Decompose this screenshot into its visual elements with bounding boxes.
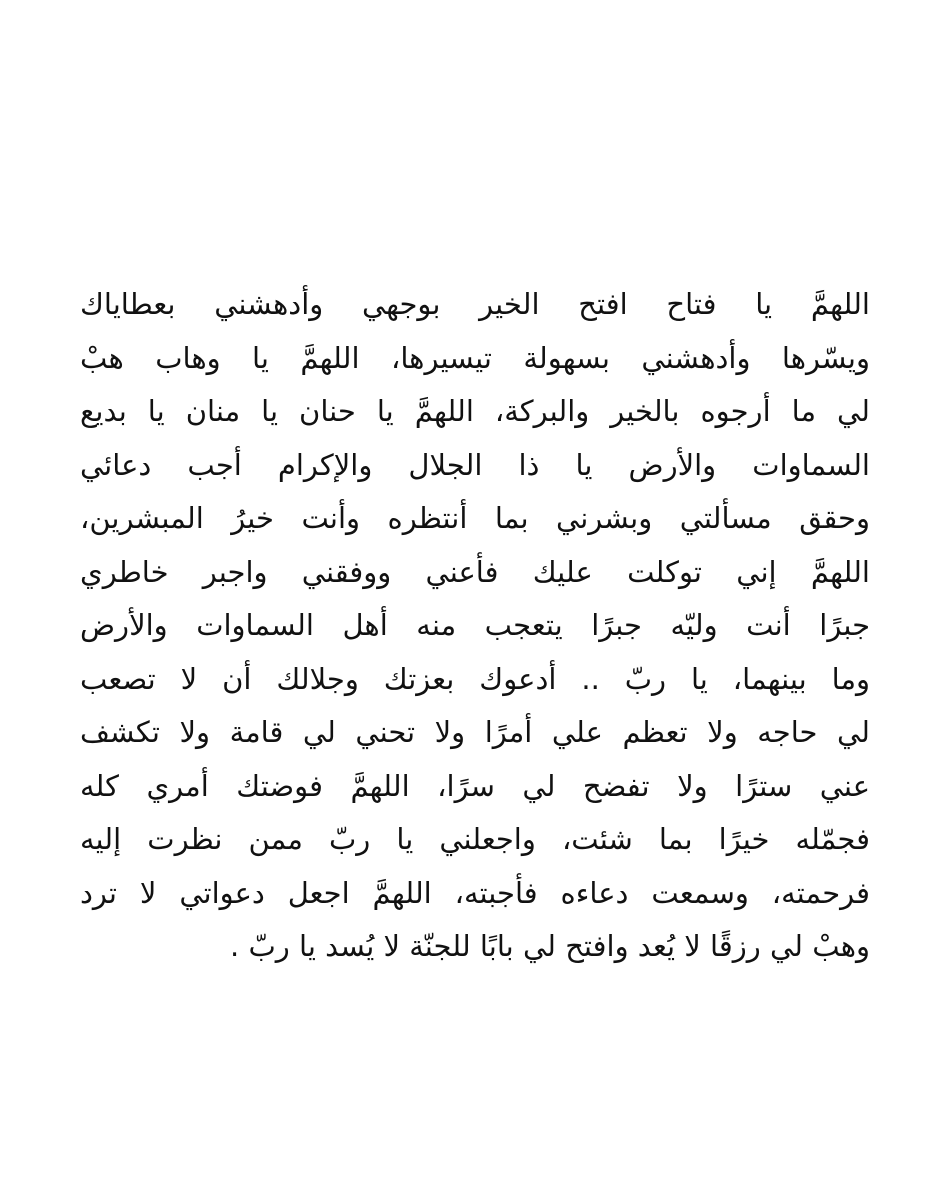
text-line: لي حاجه ولا تعظم علي أمرًا ولا تحني لي قامة ولا تكشف [80, 715, 870, 749]
text-line: وما بينهما، يا ربّ .. أدعوك بعزتك وجلالك أن لا تصعب [80, 661, 870, 696]
text-line: ويسّرها وأدهشني بسهولة تيسيرها، اللهمَّ يا وهاب هبْ [80, 340, 870, 375]
text-line: وحقق مسألتي وبشرني بما أنتظره وأنت خيرُ المبشرين، [80, 501, 870, 535]
text-line: لي ما أرجوه بالخير والبركة، اللهمَّ يا حنان يا منان يا بديع [80, 394, 870, 428]
text-line: فجمّله خيرًا بما شئت، واجعلني يا ربّ ممن نظرت إليه [80, 822, 870, 856]
text-line: السماوات والأرض يا ذا الجلال والإكرام أجب دعائي [80, 447, 870, 482]
text-line: اللهمَّ يا فتاح افتح الخير بوجهي وأدهشني بعطاياك [80, 287, 870, 321]
text-line: عني سترًا ولا تفضح لي سرًا، اللهمَّ فوضتك أمري كله [80, 768, 870, 803]
text-line-last: وهبْ لي رزقًا لا يُعد وافتح لي بابًا للجنّة لا يُسد يا ربّ . [230, 929, 870, 963]
text-line: جبرًا أنت وليّه جبرًا يتعجب منه أهل السماوات والأرض [80, 608, 870, 642]
text-line: فرحمته، وسمعت دعاءه فأجبته، اللهمَّ اجعل دعواتي لا ترد [80, 875, 870, 910]
prayer-text-block [80, 278, 870, 974]
text-line: اللهمَّ إني توكلت عليك فأعني ووفقني واجبر خاطري [80, 554, 870, 589]
